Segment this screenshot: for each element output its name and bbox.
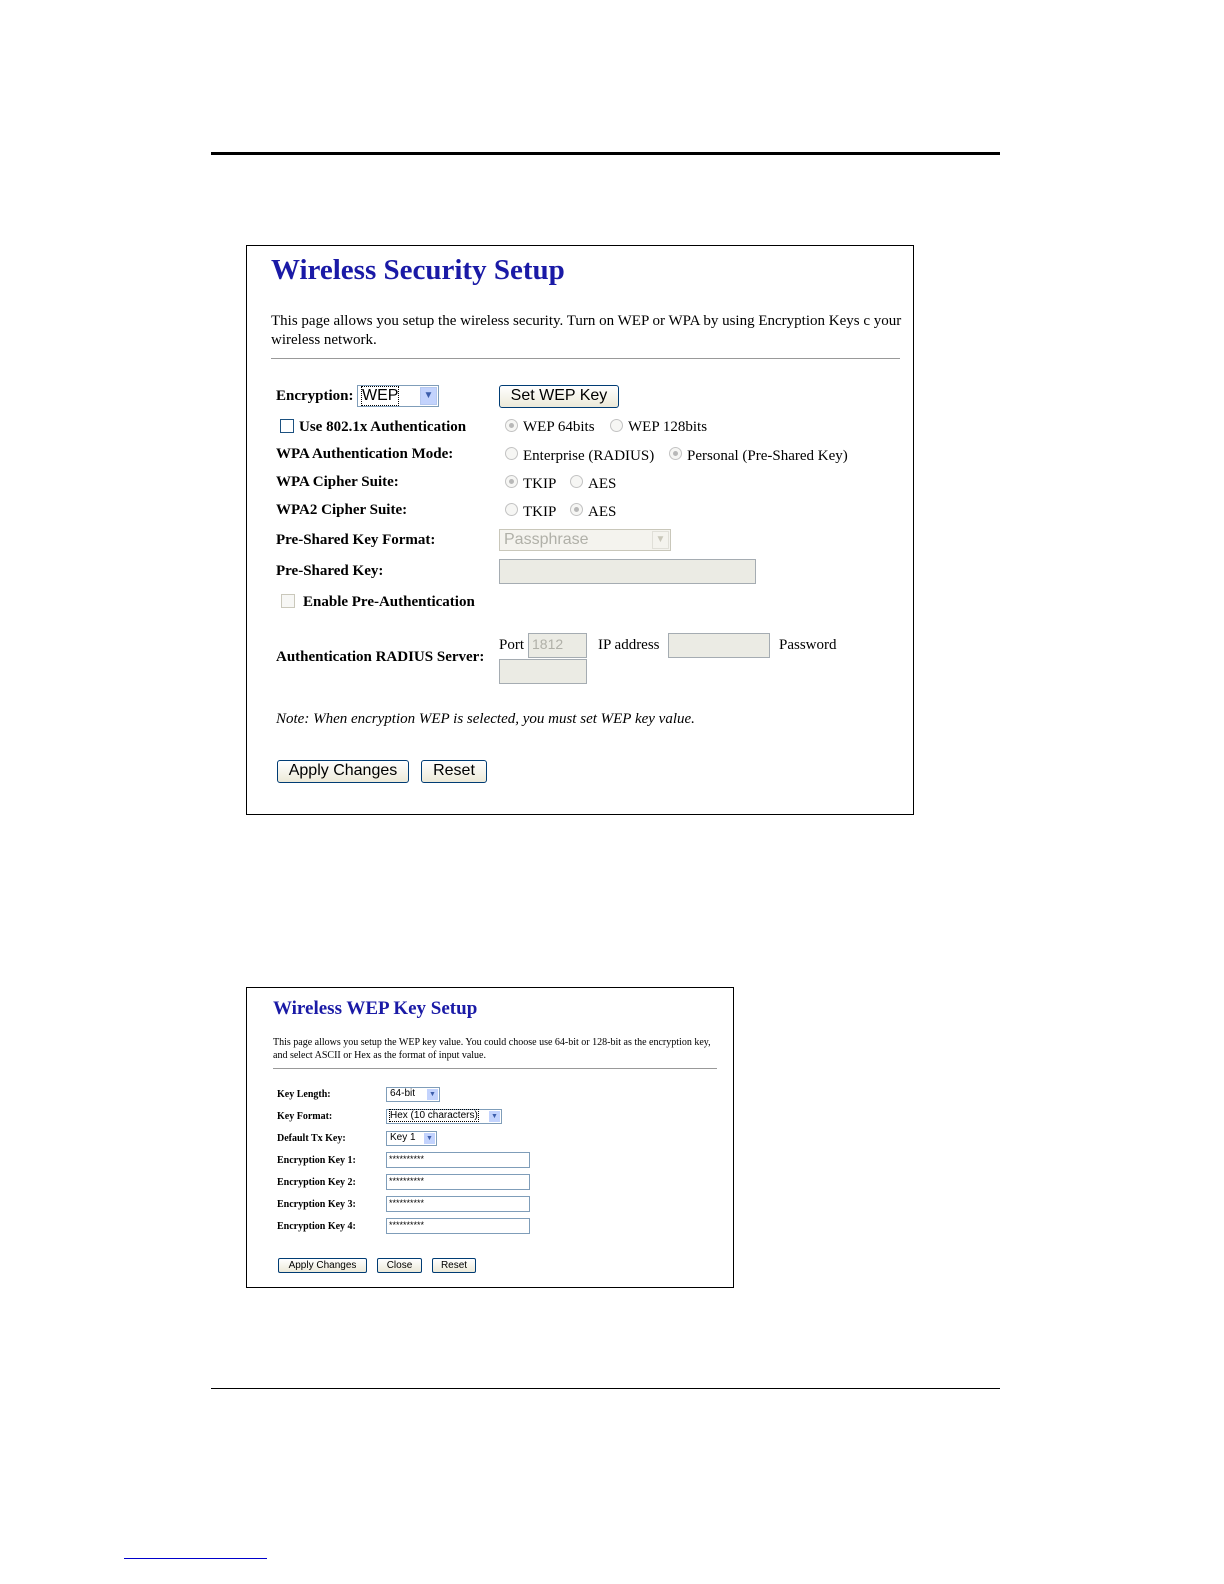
encryption-key-4-input[interactable]: ********** (386, 1218, 530, 1234)
chevron-down-icon: ▼ (424, 1133, 435, 1144)
personal-radio[interactable] (669, 447, 682, 460)
default-tx-select[interactable] (386, 1131, 437, 1146)
encryption-key-2-input[interactable]: ********** (386, 1174, 530, 1190)
encryption-key-2-label: Encryption Key 2: (277, 1177, 356, 1188)
default-tx-label: Default Tx Key: (277, 1133, 346, 1144)
wep-128-radio[interactable] (610, 419, 623, 432)
personal-label: Personal (Pre-Shared Key) (687, 448, 848, 464)
key-length-select[interactable] (386, 1087, 440, 1102)
encryption-label: Encryption: (276, 388, 354, 404)
chevron-down-icon: ▼ (652, 531, 669, 549)
wep-key-panel (246, 987, 734, 1288)
key-length-value: 64-bit (390, 1088, 416, 1099)
password-label: Password (779, 637, 837, 653)
encryption-key-4-label: Encryption Key 4: (277, 1221, 356, 1232)
ip-label: IP address (598, 637, 660, 653)
encryption-select[interactable] (357, 385, 439, 407)
wep-close-button[interactable]: Close (377, 1258, 422, 1273)
page-header-rule (211, 152, 1000, 155)
use-8021x-checkbox[interactable] (280, 419, 294, 433)
wpa2-tkip-label: TKIP (523, 504, 557, 520)
wireless-security-panel (246, 245, 914, 815)
wep-64-radio[interactable] (505, 419, 518, 432)
page-title: Wireless Security Setup (271, 254, 565, 286)
chevron-down-icon: ▼ (427, 1089, 438, 1100)
chevron-down-icon: ▼ (420, 387, 437, 405)
wpa2-aes-label: AES (588, 504, 617, 520)
wep-apply-changes-button[interactable]: Apply Changes (278, 1258, 367, 1273)
wpa-tkip-radio[interactable] (505, 475, 518, 488)
enterprise-label: Enterprise (RADIUS) (523, 448, 655, 464)
wpa2-tkip-radio[interactable] (505, 503, 518, 516)
encryption-key-3-input[interactable]: ********** (386, 1196, 530, 1212)
set-wep-key-button[interactable]: Set WEP Key (499, 385, 619, 408)
wep-reset-button[interactable]: Reset (432, 1258, 476, 1273)
wpa-aes-label: AES (588, 476, 617, 492)
ip-input[interactable] (668, 633, 770, 658)
wpa-tkip-label: TKIP (523, 476, 557, 492)
encryption-key-1-label: Encryption Key 1: (277, 1155, 356, 1166)
encryption-key-3-label: Encryption Key 3: (277, 1199, 356, 1210)
pre-auth-label: Enable Pre-Authentication (303, 594, 475, 610)
encryption-key-1-input[interactable]: ********** (386, 1152, 530, 1168)
encryption-select-value: WEP (362, 387, 399, 404)
wpa-cipher-label: WPA Cipher Suite: (276, 474, 399, 490)
divider (273, 1068, 717, 1069)
page-footer-rule (211, 1388, 1000, 1389)
note-text: Note: When encryption WEP is selected, you must set WEP key value. (276, 711, 695, 727)
page-description: This page allows you setup the wireless security. Turn on WEP or WPA by using Encryption Keys c your wireless network. (271, 313, 902, 348)
key-format-label: Key Format: (277, 1111, 333, 1122)
wep-page-title: Wireless WEP Key Setup (273, 998, 478, 1019)
password-input[interactable] (499, 659, 587, 684)
enterprise-radio[interactable] (505, 447, 518, 460)
port-input[interactable]: 1812 (528, 633, 587, 658)
psk-input[interactable] (499, 559, 756, 584)
reset-button[interactable]: Reset (421, 760, 487, 783)
pre-auth-checkbox[interactable] (281, 594, 295, 608)
apply-changes-button[interactable]: Apply Changes (277, 760, 409, 783)
port-label: Port (499, 637, 525, 653)
psk-format-value: Passphrase (504, 531, 589, 548)
default-tx-value: Key 1 (390, 1132, 416, 1143)
wep-64-label: WEP 64bits (523, 419, 595, 435)
wpa2-cipher-label: WPA2 Cipher Suite: (276, 502, 408, 518)
wep-page-description: This page allows you setup the WEP key value. You could choose use 64-bit or 128-bit as the encryption key, and select ASCII or Hex as the format of input value. (273, 1037, 711, 1061)
footer-link-underline (124, 1558, 267, 1559)
psk-format-label: Pre-Shared Key Format: (276, 532, 436, 548)
wpa2-aes-radio[interactable] (570, 503, 583, 516)
chevron-down-icon: ▼ (489, 1111, 500, 1122)
psk-label: Pre-Shared Key: (276, 563, 384, 579)
divider (271, 358, 900, 359)
psk-format-select[interactable] (499, 529, 671, 551)
key-length-label: Key Length: (277, 1089, 331, 1100)
wep-128-label: WEP 128bits (628, 419, 708, 435)
key-format-select[interactable] (386, 1109, 502, 1124)
key-format-value: Hex (10 characters) (390, 1110, 478, 1121)
use-8021x-label: Use 802.1x Authentication (299, 419, 467, 435)
wpa-aes-radio[interactable] (570, 475, 583, 488)
radius-label: Authentication RADIUS Server: (276, 649, 485, 665)
wpa-auth-mode-label: WPA Authentication Mode: (276, 446, 454, 462)
